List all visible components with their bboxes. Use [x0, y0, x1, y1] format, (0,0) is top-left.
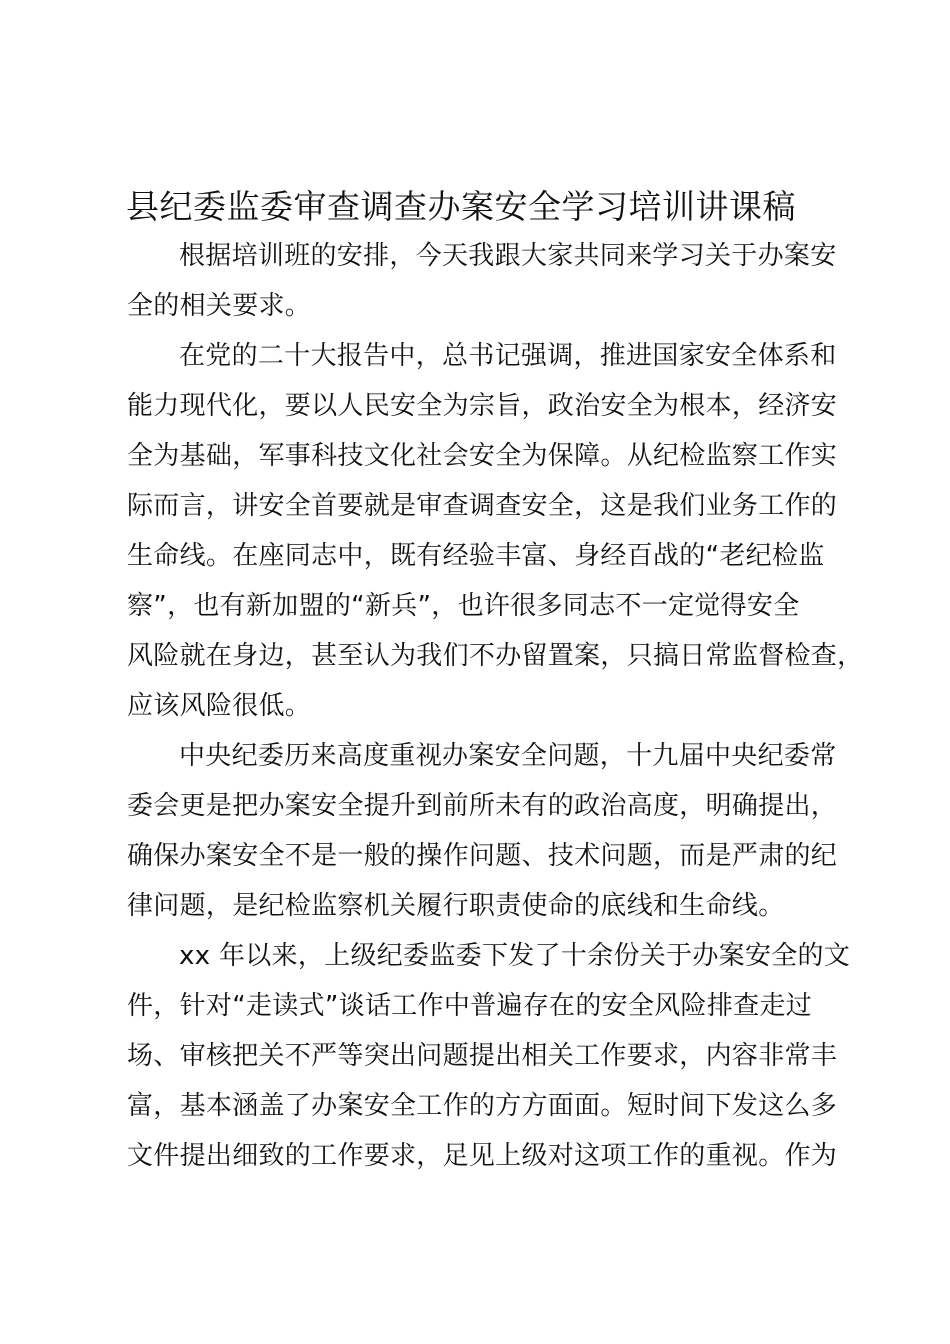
paragraph-4: [127, 931, 851, 1181]
text-line: 中央纪委历来高度重视办案安全问题，十九届中央纪委常: [179, 741, 837, 771]
document-title: 县纪委监委审查调查办案安全学习培训讲课稿: [126, 187, 796, 226]
text-line: 风险就在身边，甚至认为我们不办留置案，只搞日常监督检查，: [127, 641, 864, 671]
text-line: 全的相关要求。: [127, 291, 312, 321]
text-line: 确保办案安全不是一般的操作问题、技术问题，而是严肃的纪: [127, 841, 838, 871]
text-line: 察”，也有新加盟的“新兵”，也许很多同志不一定觉得安全: [127, 591, 800, 621]
text-line: 委会更是把办案安全提升到前所未有的政治高度，明确提出，: [127, 791, 838, 821]
text-line: 件，针对“走读式”谈话工作中普遍存在的安全风险排查走过: [127, 991, 813, 1021]
paragraph-3: [127, 731, 838, 931]
document-body: [127, 231, 864, 1181]
paragraph-1: [127, 231, 837, 331]
text-line: 生命线。在座同志中，既有经验丰富、身经百战的“老纪检监: [127, 541, 825, 571]
text-line: 应该风险很低。: [127, 691, 312, 721]
paragraph-2: [127, 331, 864, 731]
text-line: 全为基础，军事科技文化社会安全为保障。从纪检监察工作实: [127, 441, 838, 471]
text-line: xx 年以来，上级纪委监委下发了十余份关于办案安全的文: [179, 941, 851, 971]
text-line: 际而言，讲安全首要就是审查调查安全，这是我们业务工作的: [127, 491, 838, 521]
text-line: 场、审核把关不严等突出问题提出相关工作要求，内容非常丰: [127, 1041, 838, 1071]
text-line: 文件提出细致的工作要求，足见上级对这项工作的重视。作为: [127, 1141, 838, 1171]
text-line: 富，基本涵盖了办案安全工作的方方面面。短时间下发这么多: [127, 1091, 838, 1121]
text-line: 律问题，是纪检监察机关履行职责使命的底线和生命线。: [127, 891, 785, 921]
text-line: 能力现代化，要以人民安全为宗旨，政治安全为根本，经济安: [127, 391, 838, 421]
text-line: 根据培训班的安排，今天我跟大家共同来学习关于办案安: [179, 241, 837, 271]
text-line: 在党的二十大报告中，总书记强调，推进国家安全体系和: [179, 341, 837, 371]
